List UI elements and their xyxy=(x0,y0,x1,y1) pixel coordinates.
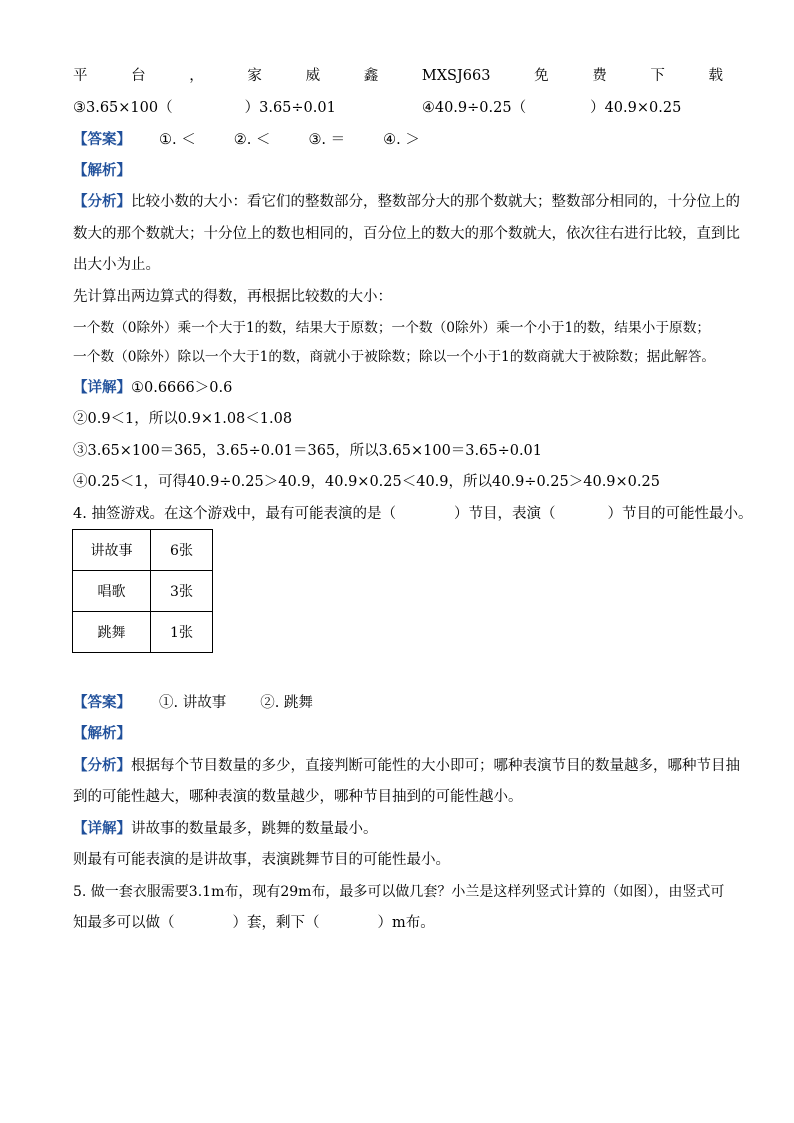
header-word: 威 xyxy=(305,68,321,84)
q3-item4-left: ④40.9÷0.25（ xyxy=(421,100,527,116)
jiexi-tag: 【解析】 xyxy=(73,163,131,179)
q3-answer xyxy=(73,130,420,150)
watermark-header xyxy=(73,66,723,86)
q3-item-3-4 xyxy=(73,98,681,118)
detail-line: 则最有可能表演的是讲故事，表演跳舞节目的可能性最小。 xyxy=(73,852,450,868)
header-word: 载 xyxy=(708,68,723,84)
analysis-line: 一个数（0除外）除以一个大于1的数，商就小于被除数；除以一个小于1的数商就大于被除数；据此解答。 xyxy=(73,349,716,365)
q3-item4-right: ）40.9×0.25 xyxy=(590,100,682,116)
detail-tag: 【详解】 xyxy=(73,821,131,837)
q3-item3-left: ③3.65×100（ xyxy=(73,100,173,116)
header-word: ， xyxy=(189,68,204,84)
answer-item: ④. ＞ xyxy=(383,132,420,148)
answer-item: ①. ＜ xyxy=(159,132,196,148)
detail-line: ④0.25＜1，可得40.9÷0.25＞40.9，40.9×0.25＜40.9，所以40.9÷0.25＞40.9×0.25 xyxy=(73,474,660,490)
table-cell: 1张 xyxy=(151,612,213,653)
header-word: 免 xyxy=(534,68,549,84)
table-cell: 跳舞 xyxy=(73,612,151,653)
analysis-line: 【分析】比较小数的大小：看它们的整数部分，整数部分大的那个数就大；整数部分相同的，十分位上的 xyxy=(73,194,740,210)
table-cell: 讲故事 xyxy=(73,530,151,571)
detail-line: ②0.9＜1，所以0.9×1.08＜1.08 xyxy=(73,411,293,427)
answer-item: ②. ＜ xyxy=(233,132,271,148)
answer-item: ③. ＝ xyxy=(308,132,346,148)
header-word: 下 xyxy=(650,68,665,84)
answer-item: ①. 讲故事 xyxy=(159,695,227,711)
answer-tag: 【答案】 xyxy=(73,695,131,711)
lottery-table xyxy=(72,529,213,653)
analysis-line: 先计算出两边算式的得数，再根据比较数的大小： xyxy=(73,289,392,305)
header-word: 台 xyxy=(131,68,146,84)
header-word: 鑫 xyxy=(363,68,379,84)
table-row xyxy=(73,612,213,653)
analysis-tag: 【分析】 xyxy=(73,758,131,774)
detail-tag: 【详解】 xyxy=(73,380,131,396)
question-5-line: 5. 做一套衣服需要3.1m布，现有29m布，最多可以做几套？小兰是这样列竖式计算的（如图），由竖式可 xyxy=(73,884,725,900)
analysis-tag: 【分析】 xyxy=(73,194,131,210)
table-row xyxy=(73,530,213,571)
table-cell: 3张 xyxy=(151,571,213,612)
detail-line: 【详解】讲故事的数量最多，跳舞的数量最小。 xyxy=(73,821,378,837)
answer-item: ②. 跳舞 xyxy=(260,695,313,711)
q3-item3-right: ）3.65÷0.01 xyxy=(244,100,336,116)
analysis-line: 一个数（0除外）乘一个大于1的数，结果大于原数；一个数（0除外）乘一个小于1的数，结果小于原数； xyxy=(73,320,711,336)
detail-line: 【详解】①0.6666＞0.6 xyxy=(73,380,233,396)
analysis-line: 到的可能性越大，哪种表演的数量越少，哪种节目抽到的可能性越小。 xyxy=(73,789,523,805)
header-word: 费 xyxy=(592,68,607,84)
header-word: 平 xyxy=(73,68,88,84)
detail-line: ③3.65×100＝365，3.65÷0.01＝365，所以3.65×100＝3.65÷0.01 xyxy=(73,443,543,459)
question-5-line: 知最多可以做（ ）套，剩下（ ）m布。 xyxy=(73,915,435,931)
jiexi-tag: 【解析】 xyxy=(73,726,131,742)
table-cell: 唱歌 xyxy=(73,571,151,612)
analysis-line: 数大的那个数就大；十分位上的数也相同的，百分位上的数大的那个数就大，依次往右进行比较，直到比 xyxy=(73,226,740,242)
analysis-line: 【分析】根据每个节目数量的多少，直接判断可能性的大小即可；哪种表演节目的数量越多，哪种节目抽 xyxy=(73,758,740,774)
analysis-line: 出大小为止。 xyxy=(73,257,160,273)
table-row xyxy=(73,571,213,612)
header-word: 家 xyxy=(247,68,262,84)
q4-answer xyxy=(73,693,313,713)
question-4: 4. 抽签游戏。在这个游戏中，最有可能表演的是（ ）节目，表演（ ）节目的可能性最小。 xyxy=(73,506,753,522)
table-cell: 6张 xyxy=(151,530,213,571)
answer-tag: 【答案】 xyxy=(73,132,131,148)
header-word: MXSJ663 xyxy=(421,68,491,84)
